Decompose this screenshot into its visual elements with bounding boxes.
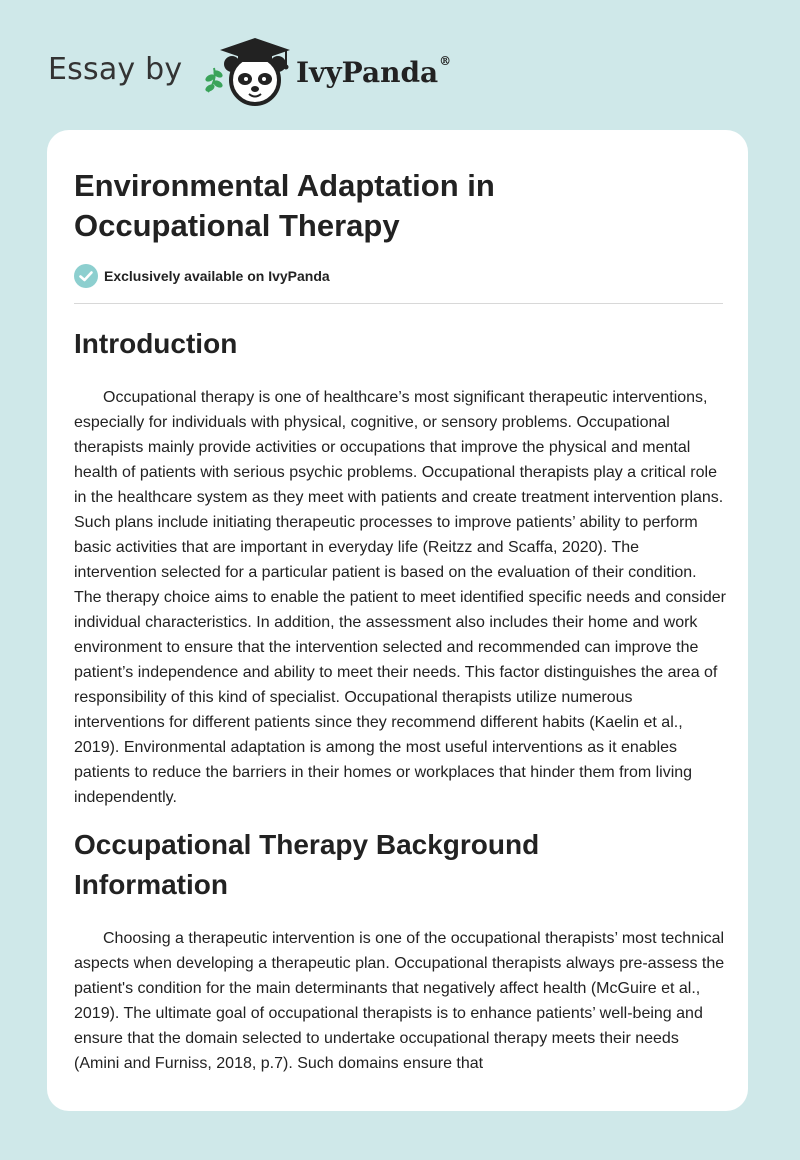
brand-header [48, 34, 468, 114]
section-heading-introduction: Introduction [74, 328, 238, 359]
check-circle-icon [74, 264, 98, 288]
panda-graduate-logo-icon [198, 34, 298, 110]
brand-prefix: Essay by [48, 52, 183, 87]
registered-mark: ® [439, 54, 452, 68]
brand-name: IvyPanda® [296, 54, 452, 89]
exclusive-badge-text: Exclusively available on IvyPanda [104, 268, 330, 284]
section-paragraph: Choosing a therapeutic intervention is one of the occupational therapists’ most technical aspects when developing a therapeutic plan. Occupational therapists always pre-assess the patient's condition for the main determinants that negatively affect health (McGuire et al., 2019). The ultimate goal of occupational therapists is to enhance patients’ well-being and ensure that the domain selected to undertake occupational therapy meets their needs (Amini and Furniss, 2018, p.7). Such domains ensure that [74, 930, 725, 1072]
title-divider [74, 303, 723, 304]
section-paragraph: Occupational therapy is one of healthcare’s most significant therapeutic interventions, especially for individuals with physical, cognitive, or sensory problems. Occupational therapists mainly provide activities or occupations that improve the physical and mental health of patients with serious psychic problems. Occupational therapists play a critical role in the healthcare system as they meet with patients and create treatment intervention plans. Such plans include initiating therapeutic processes to improve patients’ ability to perform basic activities that are important in everyday life (Reitzz and Scaffa, 2020). The intervention selected for a particular patient is based on the evaluation of their condition. The therapy choice aims to enable the patient to meet identified specific needs and consider individual characteristics. In addition, the assessment also includes their home and work environment to ensure that the intervention selected and recommended can improve the patient’s independence and ability to meet their needs. This factor distinguishes the area of responsibility of this kind of specialist. Occupational therapists utilize numerous interventions for different patients since they recommend different habits (Kaelin et al., 2019). Environmental adaptation is among the most useful interventions as it enables patients to reduce the barriers in their homes or workplaces that hinder them from living independently. [74, 389, 726, 806]
section-heading-background: Occupational Therapy Background Information [74, 829, 540, 900]
exclusive-badge [74, 264, 330, 288]
article-title: Environmental Adaptation in Occupational Therapy [74, 168, 495, 243]
article-card [47, 130, 748, 1111]
